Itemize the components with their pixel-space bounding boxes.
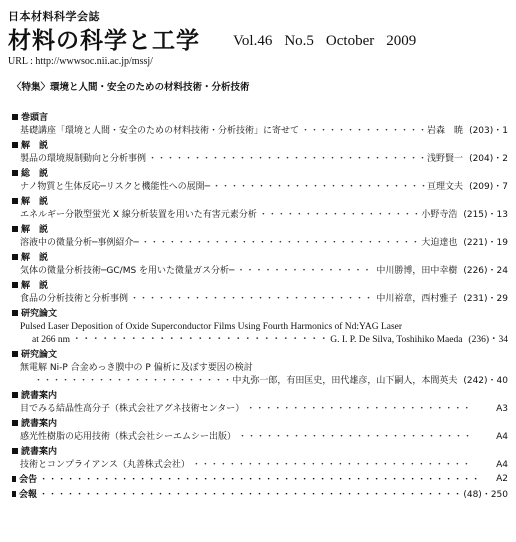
issue-year: 2009 bbox=[386, 33, 417, 49]
section-heading: 解 説 bbox=[12, 194, 508, 207]
toc-entry-title-line[interactable] bbox=[12, 360, 508, 373]
notice-heading: 会告 bbox=[19, 475, 38, 485]
toc-entry[interactable] bbox=[12, 457, 508, 470]
square-bullet-icon bbox=[12, 254, 18, 260]
entry-page: (215)・13 bbox=[463, 210, 508, 220]
entry-title-continued: at 266 nm bbox=[32, 335, 70, 345]
entry-author: 中川裕章，西村雅子 bbox=[376, 294, 458, 304]
leader-dots bbox=[39, 472, 480, 485]
toc-entry[interactable] bbox=[12, 235, 508, 248]
toc-entry[interactable] bbox=[12, 151, 508, 164]
section-heading: 解 説 bbox=[12, 138, 508, 151]
entry-page: (226)・24 bbox=[463, 266, 508, 276]
section-heading: 巻頭言 bbox=[12, 110, 508, 123]
entry-title: 製品の環境規制動向と分析事例 bbox=[20, 154, 147, 164]
toc-entry[interactable] bbox=[12, 123, 508, 136]
entry-page: A2 bbox=[496, 473, 508, 484]
entry-title: 技術とコンプライアンス（丸善株式会社） bbox=[20, 460, 190, 470]
entry-title: 感光性樹脂の応用技術（株式会社シーエムシー出版） bbox=[20, 432, 237, 442]
entry-page: (48)・250 bbox=[463, 490, 508, 500]
section-heading: 読書案内 bbox=[12, 444, 508, 457]
entry-title: 基礎講座「環境と人間・安全のための材料技術・分析技術」に寄せて bbox=[20, 126, 300, 136]
entry-title: 溶液中の微量分析─事例紹介─ bbox=[20, 238, 139, 248]
square-bullet-icon bbox=[12, 420, 18, 426]
special-feature-title: 〈特集〉環境と人間・安全のための材料技術・分析技術 bbox=[12, 82, 250, 93]
issue-info bbox=[233, 33, 428, 50]
entry-page: (209)・7 bbox=[469, 182, 508, 192]
entry-page: (242)・40 bbox=[463, 376, 508, 386]
entry-title: ナノ物質と生体反応─リスクと機能性への展開─ bbox=[20, 182, 211, 192]
entry-title: エネルギー分散型蛍光 X 線分析装置を用いた有害元素分析 bbox=[20, 210, 257, 220]
square-bullet-icon bbox=[12, 491, 16, 497]
toc-entry[interactable] bbox=[12, 291, 508, 304]
leader-dots bbox=[34, 373, 230, 386]
section-heading: 総 説 bbox=[12, 166, 508, 179]
issue-month: October bbox=[325, 33, 375, 49]
notice-row[interactable] bbox=[12, 472, 508, 485]
section-heading: 読書案内 bbox=[12, 388, 508, 401]
entry-page: A4 bbox=[496, 460, 508, 470]
leader-dots bbox=[259, 207, 419, 220]
section-heading: 研究論文 bbox=[12, 347, 508, 360]
leader-dots bbox=[236, 263, 374, 276]
entry-page: A3 bbox=[496, 404, 508, 414]
leader-dots bbox=[212, 179, 425, 192]
toc-entry[interactable] bbox=[12, 401, 508, 414]
toc-entry[interactable] bbox=[12, 207, 508, 220]
journal-title: 材料の科学と工学 bbox=[8, 28, 200, 54]
toc-entry[interactable] bbox=[12, 332, 508, 345]
entry-title: 目でみる結晶性高分子（株式会社アグネ技術センター） bbox=[20, 404, 245, 414]
issue-number: No.5 bbox=[284, 33, 314, 49]
society-report-row[interactable] bbox=[12, 487, 508, 500]
entry-author: 小野寺浩 bbox=[421, 210, 458, 220]
square-bullet-icon bbox=[12, 282, 18, 288]
square-bullet-icon bbox=[12, 351, 18, 357]
entry-author: 岩森 暁 bbox=[427, 126, 464, 136]
section-heading: 解 説 bbox=[12, 278, 508, 291]
square-bullet-icon bbox=[12, 476, 16, 482]
journal-url: URL : http://wwwsoc.nii.ac.jp/mssj/ bbox=[8, 56, 153, 67]
entry-author: 亘理文夫 bbox=[427, 182, 464, 192]
square-bullet-icon bbox=[12, 170, 18, 176]
section-heading: 読書案内 bbox=[12, 416, 508, 429]
society-name: 日本材料科学会誌 bbox=[8, 10, 100, 23]
entry-author: 中川勝博，田中幸樹 bbox=[376, 266, 458, 276]
entry-page: (204)・2 bbox=[469, 154, 508, 164]
entry-page: (203)・1 bbox=[469, 126, 508, 136]
entry-title: 食品の分析技術と分析事例 bbox=[20, 294, 129, 304]
report-heading: 会報 bbox=[18, 490, 37, 500]
leader-dots bbox=[238, 429, 474, 442]
leader-dots bbox=[301, 123, 425, 136]
section-heading: 解 説 bbox=[12, 222, 508, 235]
leader-dots bbox=[130, 291, 374, 304]
square-bullet-icon bbox=[12, 142, 18, 148]
entry-author: 中丸弥一郎，有田匡史，田代雄彦，山下嗣人，本間英夫 bbox=[232, 376, 458, 386]
leader-dots bbox=[39, 487, 461, 500]
leader-dots bbox=[141, 235, 419, 248]
leader-dots bbox=[72, 331, 328, 345]
leader-dots bbox=[148, 151, 425, 164]
section-heading: 解 説 bbox=[12, 250, 508, 263]
toc-entry[interactable] bbox=[12, 373, 508, 386]
leader-dots bbox=[246, 401, 474, 414]
entry-page: A4 bbox=[496, 432, 508, 442]
square-bullet-icon bbox=[12, 392, 18, 398]
section-heading: 研究論文 bbox=[12, 306, 508, 319]
entry-page: (231)・29 bbox=[463, 294, 508, 304]
entry-author: 大迫達也 bbox=[421, 238, 458, 248]
square-bullet-icon bbox=[12, 310, 18, 316]
leader-dots bbox=[192, 457, 474, 470]
entry-page: (236)・34 bbox=[468, 335, 508, 345]
entry-author: 浅野賢一 bbox=[427, 154, 464, 164]
square-bullet-icon bbox=[12, 448, 18, 454]
entry-page: (221)・19 bbox=[463, 238, 508, 248]
entry-title: 無電解 Ni-P 合金めっき膜中の P 偏析に及ぼす要因の検討 bbox=[20, 363, 253, 373]
volume: Vol.46 bbox=[233, 33, 273, 49]
square-bullet-icon bbox=[12, 114, 18, 120]
entry-title: Pulsed Laser Deposition of Oxide Superconductor Films Using Fourth Harmonics of Nd:YAG Laser bbox=[20, 322, 403, 332]
toc-entry[interactable] bbox=[12, 179, 508, 192]
table-of-contents bbox=[12, 108, 508, 500]
entry-author: G. I. P. De Silva, Toshihiko Maeda bbox=[330, 335, 463, 345]
square-bullet-icon bbox=[12, 198, 18, 204]
toc-entry[interactable] bbox=[12, 263, 508, 276]
toc-entry[interactable] bbox=[12, 429, 508, 442]
entry-title: 気体の微量分析技術─GC/MS を用いた微量ガス分析─ bbox=[20, 266, 235, 276]
square-bullet-icon bbox=[12, 226, 18, 232]
